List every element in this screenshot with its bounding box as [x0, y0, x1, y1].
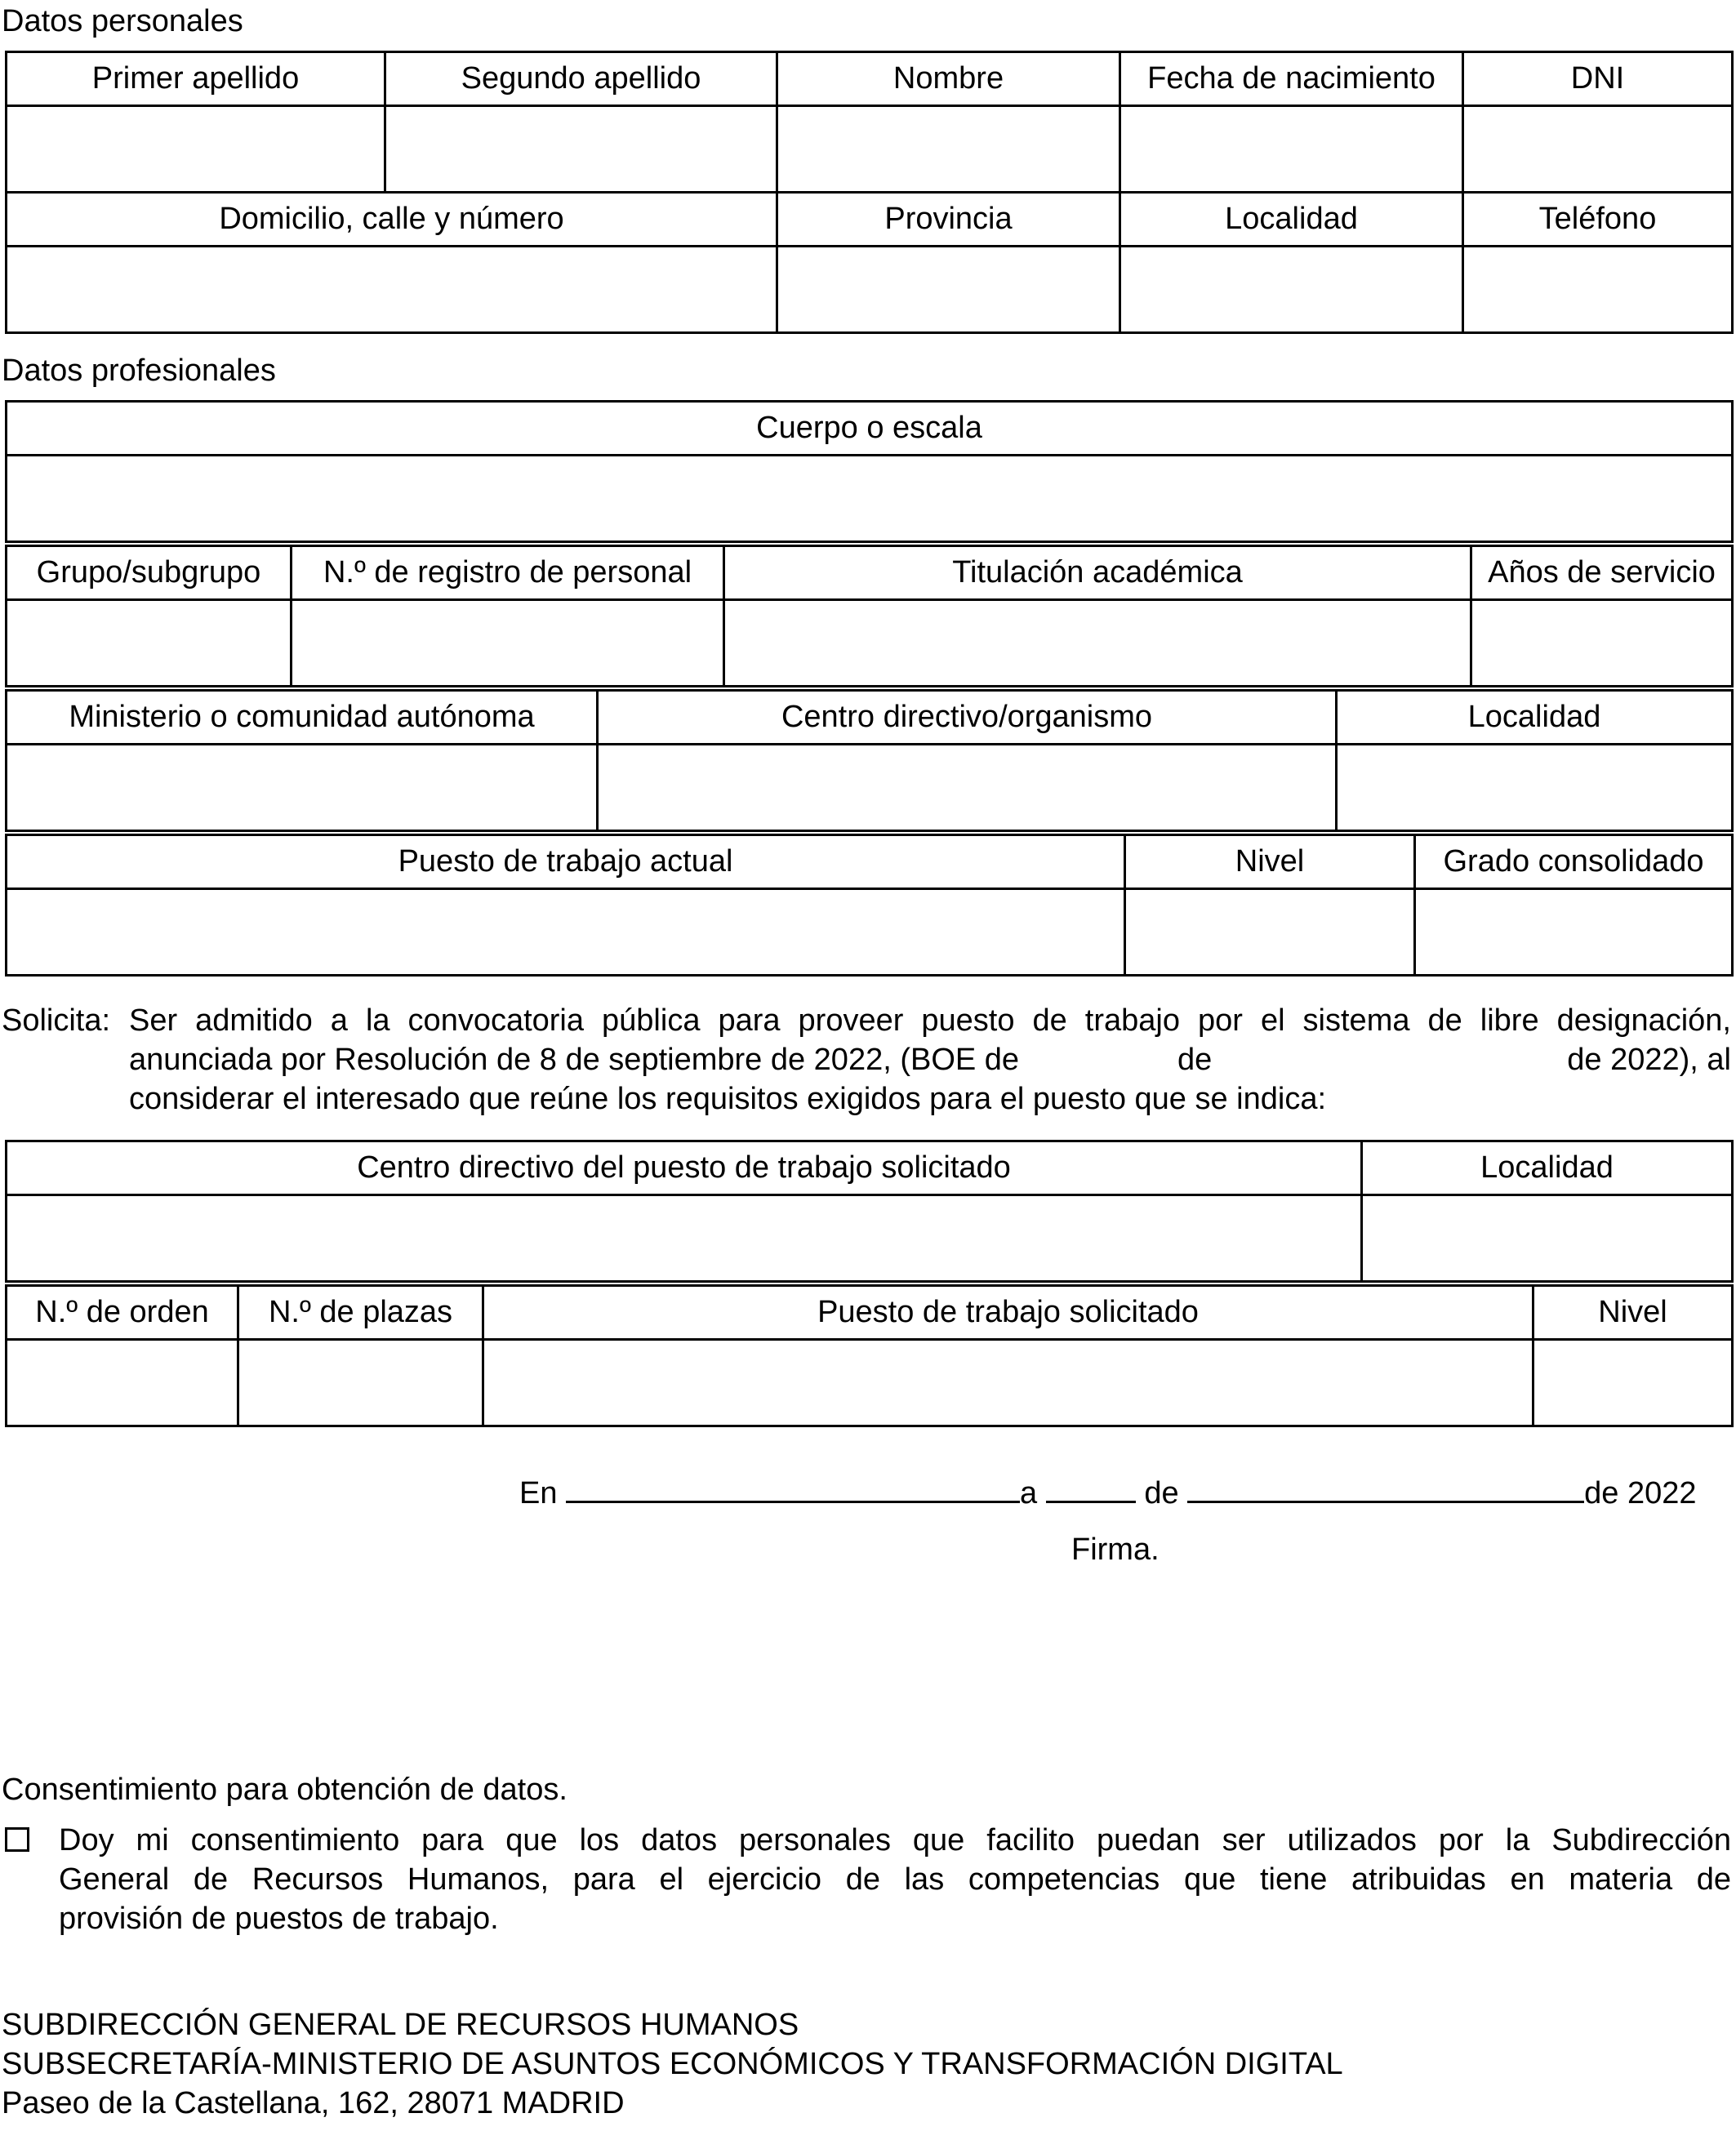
- consent-line-3: provisión de puestos de trabajo.: [59, 1902, 499, 1936]
- header-centro-directivo: Centro directivo/organismo: [598, 691, 1337, 745]
- header-telefono: Teléfono: [1463, 193, 1733, 247]
- header-dni: DNI: [1463, 52, 1733, 106]
- footer-line-1: SUBDIRECCIÓN GENERAL DE RECURSOS HUMANOS: [2, 2008, 799, 2042]
- request-line-2-c: de 2022), al: [1567, 1043, 1731, 1077]
- consent-checkbox[interactable]: [5, 1827, 29, 1852]
- professional-data-table-2: [5, 545, 1734, 687]
- grupo-field[interactable]: [7, 600, 292, 687]
- header-domicilio: Domicilio, calle y número: [7, 193, 777, 247]
- request-line-3: considerar el interesado que reúne los requisitos exigidos para el puesto que se indica:: [129, 1082, 1327, 1116]
- footer-line-2: SUBSECRETARÍA-MINISTERIO DE ASUNTOS ECONÓMICOS Y TRANSFORMACIÓN DIGITAL: [2, 2047, 1343, 2081]
- nombre-field[interactable]: [777, 106, 1120, 193]
- personal-data-table: [5, 51, 1734, 334]
- header-localidad-prof: Localidad: [1337, 691, 1733, 745]
- requested-position-table-2: [5, 1284, 1734, 1427]
- puesto-solicitado-field[interactable]: [483, 1340, 1533, 1426]
- request-line-2-a: anunciada por Resolución de 8 de septiembre de 2022, (BOE de: [129, 1043, 1020, 1077]
- nivel-field[interactable]: [1125, 889, 1415, 976]
- footer-line-3: Paseo de la Castellana, 162, 28071 MADRID: [2, 2086, 625, 2120]
- primer-apellido-field[interactable]: [7, 106, 385, 193]
- consent-title: Consentimiento para obtención de datos.: [2, 1773, 568, 1807]
- signature-de: de: [1144, 1476, 1179, 1510]
- request-line-1: Ser admitido a la convocatoria pública para proveer puesto de trabajo por el sistema de libre designación,: [129, 1003, 1731, 1038]
- cuerpo-escala-field[interactable]: [7, 456, 1733, 542]
- header-puesto-actual: Puesto de trabajo actual: [7, 835, 1125, 889]
- professional-data-table-4: [5, 834, 1734, 977]
- localidad-field[interactable]: [1120, 247, 1463, 333]
- header-provincia: Provincia: [777, 193, 1120, 247]
- segundo-apellido-field[interactable]: [385, 106, 777, 193]
- personal-section-title: Datos personales: [2, 4, 243, 38]
- place-blank[interactable]: [566, 1470, 1020, 1503]
- signature-year: de 2022: [1584, 1476, 1697, 1510]
- header-anos-servicio: Años de servicio: [1471, 546, 1733, 600]
- requested-position-table: [5, 1140, 1734, 1283]
- header-n-plazas: N.º de plazas: [238, 1286, 483, 1340]
- header-centro-solicitado: Centro directivo del puesto de trabajo solicitado: [7, 1141, 1362, 1195]
- month-blank[interactable]: [1187, 1470, 1584, 1503]
- header-titulacion: Titulación académica: [724, 546, 1471, 600]
- provincia-field[interactable]: [777, 247, 1120, 333]
- header-nombre: Nombre: [777, 52, 1120, 106]
- telefono-field[interactable]: [1463, 247, 1733, 333]
- n-plazas-field[interactable]: [238, 1340, 483, 1426]
- header-grado: Grado consolidado: [1415, 835, 1733, 889]
- request-line-2-b: de: [1177, 1043, 1213, 1077]
- signature-en: En: [519, 1476, 558, 1510]
- ministerio-field[interactable]: [7, 745, 598, 831]
- header-puesto-solicitado: Puesto de trabajo solicitado: [483, 1286, 1533, 1340]
- grado-field[interactable]: [1415, 889, 1733, 976]
- centro-directivo-field[interactable]: [598, 745, 1337, 831]
- n-orden-field[interactable]: [7, 1340, 238, 1426]
- puesto-actual-field[interactable]: [7, 889, 1125, 976]
- header-nivel: Nivel: [1125, 835, 1415, 889]
- consent-line-2: General de Recursos Humanos, para el ejercicio de las competencias que tiene atribuidas en materia de: [59, 1862, 1731, 1897]
- titulacion-field[interactable]: [724, 600, 1471, 687]
- signature-firma: Firma.: [1071, 1533, 1160, 1567]
- signature-date-line: [519, 1470, 1697, 1513]
- request-label: Solicita:: [2, 1003, 111, 1038]
- domicilio-field[interactable]: [7, 247, 777, 333]
- centro-solicitado-field[interactable]: [7, 1195, 1362, 1282]
- header-n-orden: N.º de orden: [7, 1286, 238, 1340]
- localidad-solicitada-field[interactable]: [1362, 1195, 1733, 1282]
- day-blank[interactable]: [1046, 1470, 1136, 1503]
- professional-data-table: [5, 400, 1734, 543]
- header-localidad: Localidad: [1120, 193, 1463, 247]
- signature-a: a: [1020, 1476, 1038, 1510]
- request-line-2: [129, 1040, 1731, 1079]
- header-localidad-solicitada: Localidad: [1362, 1141, 1733, 1195]
- header-nivel-solicitado: Nivel: [1533, 1286, 1733, 1340]
- consent-line-1: Doy mi consentimiento para que los datos personales que facilito puedan ser utilizados por la Subdirección: [59, 1823, 1731, 1857]
- dni-field[interactable]: [1463, 106, 1733, 193]
- nivel-solicitado-field[interactable]: [1533, 1340, 1733, 1426]
- header-fecha-nacimiento: Fecha de nacimiento: [1120, 52, 1463, 106]
- header-registro-personal: N.º de registro de personal: [292, 546, 724, 600]
- header-ministerio: Ministerio o comunidad autónoma: [7, 691, 598, 745]
- anos-servicio-field[interactable]: [1471, 600, 1733, 687]
- header-cuerpo-escala: Cuerpo o escala: [7, 402, 1733, 456]
- professional-data-table-3: [5, 689, 1734, 832]
- localidad-prof-field[interactable]: [1337, 745, 1733, 831]
- fecha-nacimiento-field[interactable]: [1120, 106, 1463, 193]
- professional-section-title: Datos profesionales: [2, 354, 276, 388]
- header-grupo: Grupo/subgrupo: [7, 546, 292, 600]
- header-segundo-apellido: Segundo apellido: [385, 52, 777, 106]
- header-primer-apellido: Primer apellido: [7, 52, 385, 106]
- registro-personal-field[interactable]: [292, 600, 724, 687]
